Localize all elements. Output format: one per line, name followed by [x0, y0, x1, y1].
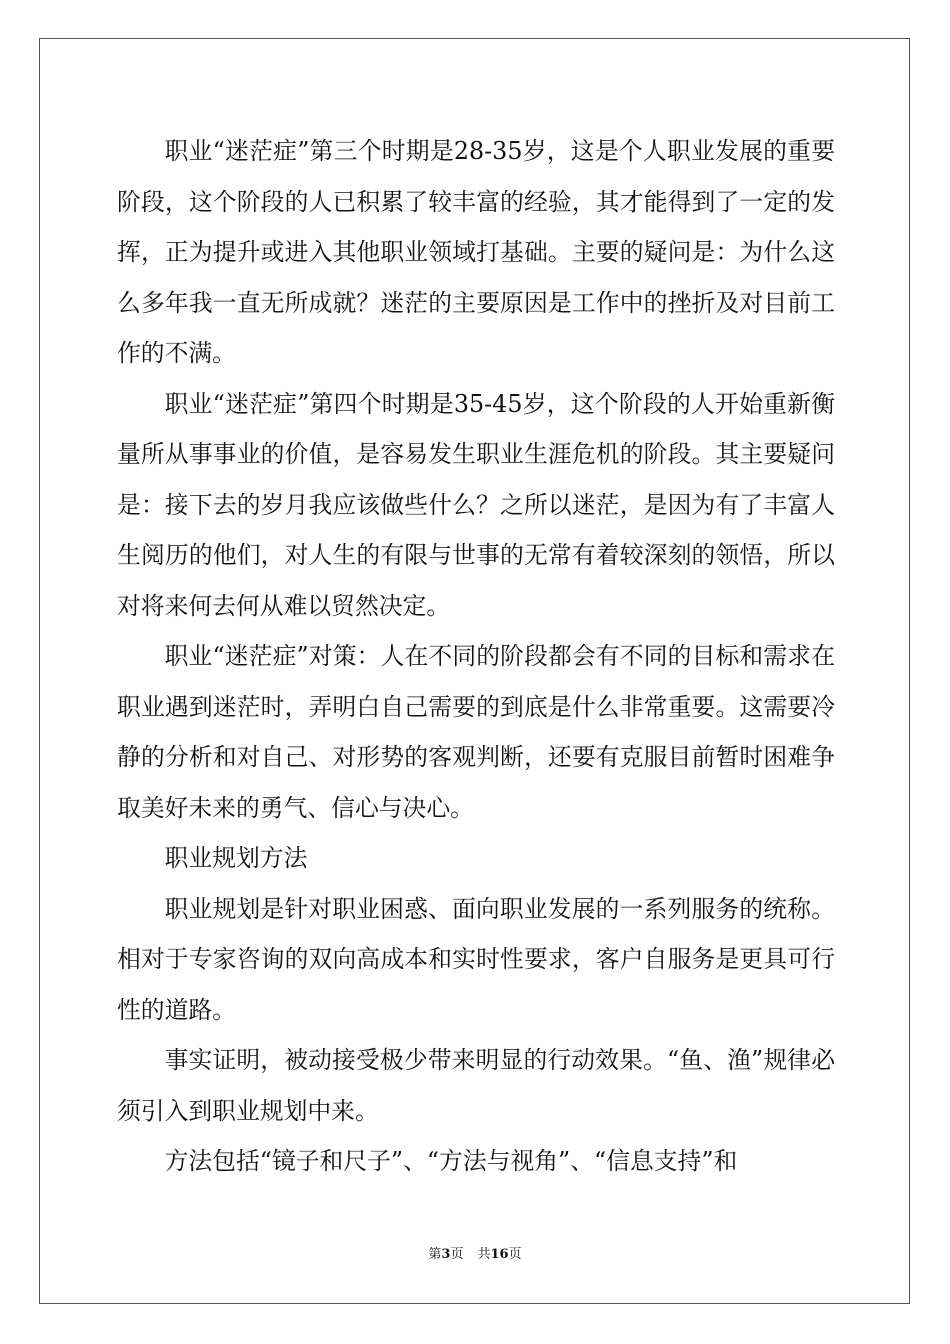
total-pages-unit: 页	[508, 1247, 522, 1262]
paragraph-stage-four: 职业“迷茫症”第四个时期是35-45岁，这个阶段的人开始重新衡量所从事事业的价值，是容易发生职业生涯危机的阶段。其主要疑问是：接下去的岁月我应该做些什么？之所以迷茫，是因为有了丰富人生阅历的他们，对人生的有限与世事的无常有着较深刻的领悟，所以对将来何去何从难以贸然决定。	[117, 389, 835, 620]
document-body	[117, 126, 835, 1187]
total-pages-number: 16	[490, 1247, 509, 1262]
page-number-unit: 页	[450, 1247, 464, 1262]
paragraph-methods-include: 方法包括“镜子和尺子”、“方法与视角”、“信息支持”和	[164, 1147, 738, 1175]
section-heading-career-planning-methods: 职业规划方法	[164, 844, 308, 872]
paragraph-stage-three: 职业“迷茫症”第三个时期是28-35岁，这是个人职业发展的重要阶段，这个阶段的人已积累了较丰富的经验，其才能得到了一定的发挥，正为提升或进入其他职业领域打基础。主要的疑问是：为什么这么多年我一直无所成就？迷茫的主要原因是工作中的挫折及对目前工作的不满。	[117, 137, 835, 367]
total-pages-prefix: 共	[477, 1247, 491, 1262]
paragraph-facts-proven: 事实证明，被动接受极少带来明显的行动效果。“鱼、渔”规律必须引入到职业规划中来。	[117, 1046, 835, 1125]
paragraph-career-planning-definition: 职业规划是针对职业困惑、面向职业发展的一系列服务的统称。相对于专家咨询的双向高成本和实时性要求，客户自服务是更具可行性的道路。	[117, 894, 835, 1024]
page-number-prefix: 第	[428, 1247, 442, 1262]
paragraph-countermeasures: 职业“迷茫症”对策：人在不同的阶段都会有不同的目标和需求在职业遇到迷茫时，弄明白自己需要的到底是什么非常重要。这需要冷静的分析和对自己、对形势的客观判断，还要有克服目前暂时困难争取美好未来的勇气、信心与决心。	[117, 642, 835, 822]
page-footer	[0, 1246, 950, 1264]
current-page-number: 3	[441, 1247, 451, 1262]
